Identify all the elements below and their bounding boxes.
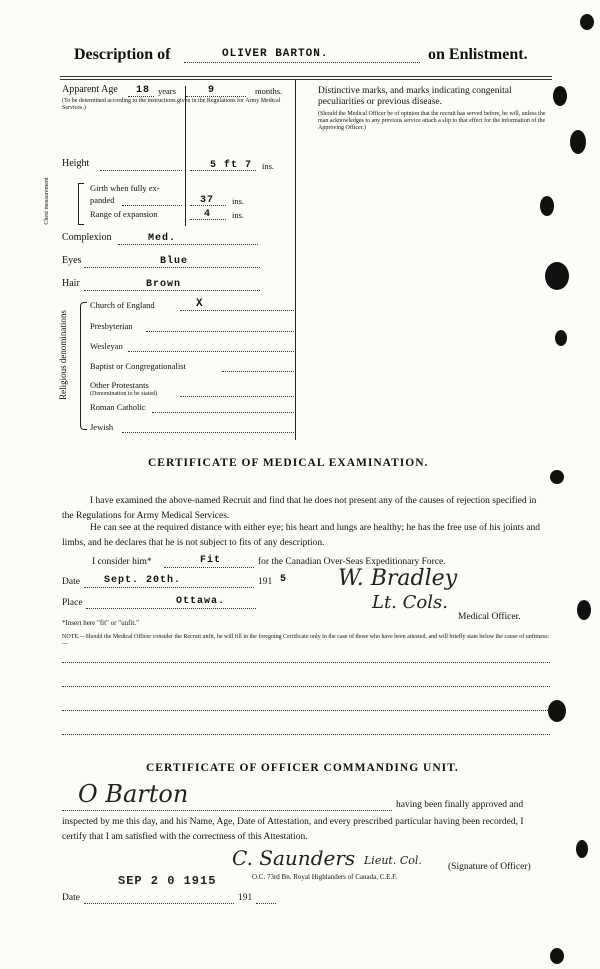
punch-hole	[580, 14, 594, 30]
other-protestants-note: (Denomination to be stated)	[90, 391, 158, 397]
church-of-england-label: Church of England	[90, 300, 155, 310]
other-protestants-label: Other Protestants	[90, 380, 149, 390]
presbyterian-label: Presbyterian	[90, 321, 133, 331]
distinctive-marks-note: (Should the Medical Officer be of opinion that the recruit has served before, he will, unless the man acknowledges to any previous service attach a slip to that effect for the information of the Approving Officer.)	[318, 111, 546, 131]
date-stamp: SEP 2 0 1915	[118, 874, 217, 888]
commanding-date-label: Date	[62, 893, 80, 903]
punch-hole	[576, 840, 588, 858]
eyes-value: Blue	[160, 256, 189, 267]
girth-unit: ins.	[232, 196, 245, 206]
recruit-name: OLIVER BARTON.	[222, 48, 329, 60]
baptist-label: Baptist or Congregationalist	[90, 361, 186, 371]
header-title-right: on Enlistment.	[428, 46, 528, 63]
commanding-officer-unit: O.C. 73rd Bn. Royal Highlanders of Canada, C.E.F.	[252, 873, 398, 881]
medical-para-1: I have examined the above-named Recruit and find that he does not present any of the causes of rejection specified in the Regulations for Army Medical Services.	[62, 496, 537, 521]
girth-label-1: Girth when fully ex-	[90, 183, 160, 193]
religion-brace	[80, 302, 87, 430]
girth-label-2: panded	[90, 195, 115, 205]
complexion-label: Complexion	[62, 232, 112, 243]
range-label: Range of expansion	[90, 209, 158, 219]
religion-group-label: Religious denominations	[58, 310, 68, 400]
commanding-para: inspected by me this day, and his Name, Age, Date of Attestation, and every prescribed particular having been recorded, I certify that I am satisfied with the correctness of this Attestation.	[62, 817, 524, 842]
hair-label: Hair	[62, 278, 80, 289]
medical-date-label: Date	[62, 577, 80, 587]
medical-footnote: NOTE.—Should the Medical Officer consider the Recruit unfit, he will fill in the foregoing Certificate only in the case of those who have been attested, and will briefly state below the cause of unfitness:—	[62, 634, 550, 647]
distinctive-marks-label-1: Distinctive marks, and marks indicating congenital	[318, 86, 512, 96]
commanding-officer-rank: Lieut. Col.	[364, 854, 422, 867]
punch-hole	[577, 600, 591, 620]
complexion-value: Med.	[148, 233, 177, 244]
age-years-value: 18	[136, 85, 151, 96]
commanding-year-prefix: 191	[238, 893, 253, 903]
jewish-label: Jewish	[90, 422, 114, 432]
height-label: Height	[62, 158, 90, 169]
church-of-england-mark: X	[196, 298, 204, 310]
punch-hole	[548, 700, 566, 722]
medical-officer-signature: W. Bradley	[338, 566, 458, 591]
range-value: 4	[204, 209, 212, 220]
chest-group-label: Chest measurement	[44, 177, 50, 225]
header-title-left: Description of	[74, 46, 171, 63]
commanding-officer-signature: C. Saunders	[232, 846, 356, 870]
range-unit: ins.	[232, 210, 245, 220]
medical-officer-label: Medical Officer.	[458, 612, 521, 622]
signature-of-officer-label: (Signature of Officer)	[448, 862, 531, 872]
distinctive-marks-label-2: peculiarities or previous disease.	[318, 97, 442, 107]
header-rule	[60, 76, 552, 80]
consider-for: for the Canadian Over-Seas Expeditionary Force.	[258, 557, 446, 567]
column-rule	[295, 80, 296, 440]
roman-catholic-label: Roman Catholic	[90, 402, 146, 412]
medical-year-prefix: 191	[258, 577, 273, 587]
insert-note: *Insert here "fit" or "unfit."	[62, 619, 139, 627]
medical-date-value: Sept. 20th.	[104, 575, 182, 586]
age-months-value: 9	[208, 85, 216, 96]
punch-hole	[545, 262, 569, 290]
chest-brace	[78, 183, 84, 225]
medical-year-suffix: 5	[280, 574, 288, 585]
commanding-line-1: having been finally approved and	[396, 800, 524, 810]
hair-value: Brown	[146, 279, 182, 290]
medical-officer-rank: Lt. Cols.	[372, 592, 448, 613]
consider-value: Fit	[200, 555, 222, 566]
girth-value: 37	[200, 195, 215, 206]
wesleyan-label: Wesleyan	[90, 341, 123, 351]
commanding-certificate-title: CERTIFICATE OF OFFICER COMMANDING UNIT.	[146, 762, 459, 774]
medical-para-2: He can see at the required distance with either eye; his heart and lungs are healthy; he has the free use of his joints and limbs, and he declares that he is not subject to fits of any description.	[62, 523, 541, 548]
punch-hole	[570, 130, 586, 154]
apparent-age-label: Apparent Age	[62, 84, 118, 95]
height-unit: ins.	[262, 161, 275, 171]
months-label: months.	[255, 86, 283, 96]
recruit-signature: O Barton	[78, 780, 189, 808]
years-label: years	[158, 86, 176, 96]
age-note: (To be determined according to the instructions given in the Regulations for Army Medical Services.)	[62, 98, 281, 111]
punch-hole	[550, 470, 564, 484]
punch-hole	[553, 86, 567, 106]
medical-place-label: Place	[62, 598, 83, 608]
punch-hole	[555, 330, 567, 346]
medical-place-value: Ottawa.	[176, 596, 226, 607]
punch-hole	[540, 196, 554, 216]
eyes-label: Eyes	[62, 255, 82, 266]
punch-hole	[550, 948, 564, 964]
consider-label: I consider him*	[92, 557, 152, 567]
medical-certificate-title: CERTIFICATE OF MEDICAL EXAMINATION.	[148, 457, 429, 469]
height-value: 5 ft 7	[210, 160, 253, 171]
